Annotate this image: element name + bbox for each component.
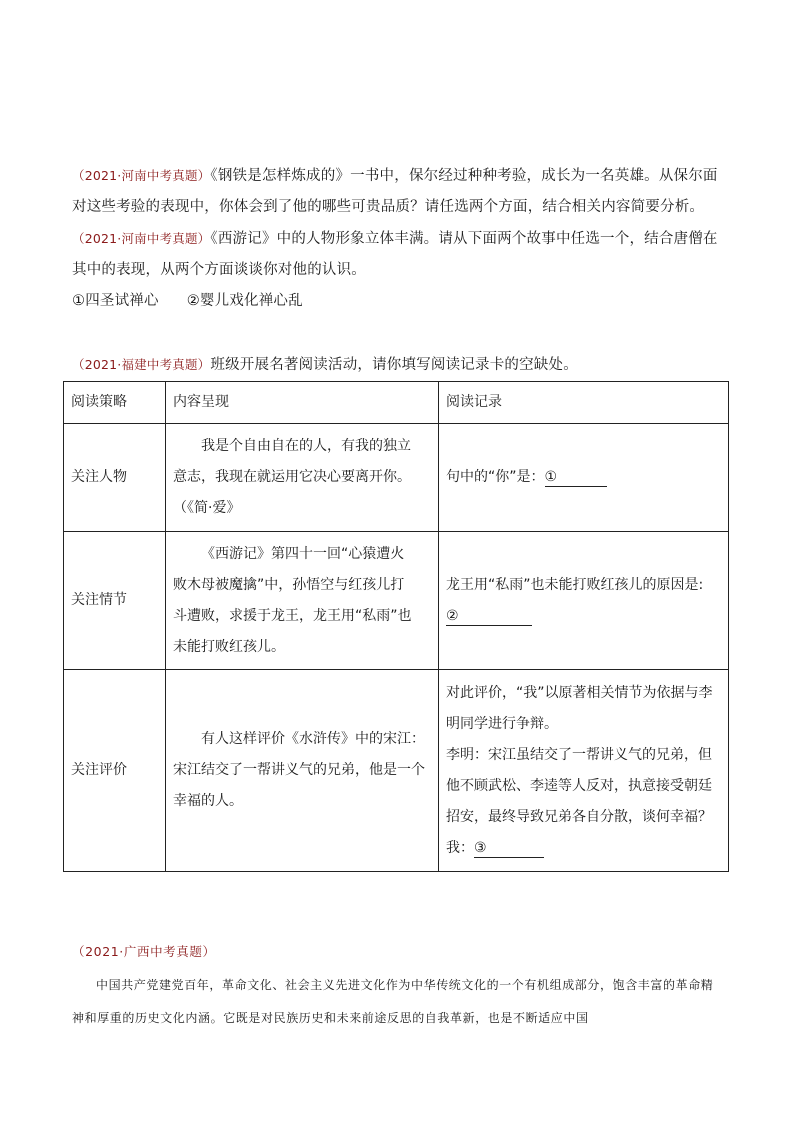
strategy-cell: 关注人物 — [64, 424, 166, 532]
content-cell: 我是个自由自在的人，有我的独立意志，我现在就运用它决心要离开你。（《简·爱》 — [166, 424, 439, 532]
question-source: （2021·河南中考真题） — [72, 168, 211, 183]
table-header: 内容呈现 — [166, 382, 439, 424]
record-text: 句中的“你”是： — [446, 469, 545, 485]
table-header-row — [64, 382, 729, 424]
reading-record-table — [63, 381, 729, 872]
answer-blank-2[interactable]: ② — [446, 607, 532, 626]
question-source: （2021·福建中考真题） — [72, 357, 211, 372]
record-liming: 李明：宋江虽结交了一帮讲义气的兄弟，但他不顾武松、李逵等人反对，执意接受朝廷招安，最终导致兄弟各自分散，谈何幸福？ — [446, 746, 712, 825]
answer-blank-3[interactable]: ③ — [474, 839, 544, 858]
story-option-1: ①四圣试禅心 — [72, 293, 159, 309]
record-text: 龙王用“私雨”也未能打败红孩儿的原因是: — [446, 576, 704, 593]
record-cell — [439, 670, 729, 872]
story-option-2: ②婴儿戏化禅心乱 — [186, 293, 303, 309]
table-row — [64, 670, 729, 872]
record-intro: 对此评价，“我”以原著相关情节为依据与李明同学进行争辩。 — [446, 684, 713, 732]
passage-text: 中国共产党建党百年，革命文化、社会主义先进文化作为中华传统文化的一个有机组成部分，饱含丰富的革命精神和厚重的历史文化内涵。它既是对民族历史和未来前途反思的自我革新，也是不断适应中国 — [72, 978, 714, 1025]
strategy-cell: 关注评价 — [64, 670, 166, 872]
strategy-cell: 关注情节 — [64, 532, 166, 670]
question-2 — [72, 223, 724, 317]
question-text: 班级开展名著阅读活动，请你填写阅读记录卡的空缺处。 — [210, 357, 578, 373]
content-cell: 有人这样评价《水浒传》中的宋江：宋江结交了一帮讲义气的兄弟，他是一个幸福的人。 — [166, 670, 439, 872]
record-cell — [439, 532, 729, 670]
question-source: （2021·河南中考真题） — [72, 231, 211, 246]
question-text: 《西游记》中的人物形象立体丰满。请从下面两个故事中任选一个，结合唐僧在其中的表现，从两个方面谈谈你对他的认识。 — [72, 231, 718, 278]
question-4 — [72, 935, 722, 1035]
table-header: 阅读记录 — [439, 382, 729, 424]
question-1 — [72, 160, 724, 223]
question-text: 《钢铁是怎样炼成的》一书中，保尔经过种种考验，成长为一名英雄。从保尔面对这些考验的表现中，你体会到了他的哪些可贵品质？请任选两个方面，结合相关内容简要分析。 — [72, 168, 718, 215]
content-cell: 《西游记》第四十一回“心猿遭火败木母被魔擒”中，孙悟空与红孩儿打斗遭败，求援于龙王，龙王用“私雨”也未能打败红孩儿。 — [166, 532, 439, 670]
record-cell — [439, 424, 729, 532]
table-row — [64, 424, 729, 532]
table-row — [64, 532, 729, 670]
question-3 — [72, 349, 724, 381]
question-source: （2021·广西中考真题） — [72, 944, 216, 959]
record-me: 我： — [446, 839, 474, 856]
table-header: 阅读策略 — [64, 382, 166, 424]
story-options — [72, 286, 724, 317]
answer-blank-1[interactable]: ① — [545, 468, 607, 487]
